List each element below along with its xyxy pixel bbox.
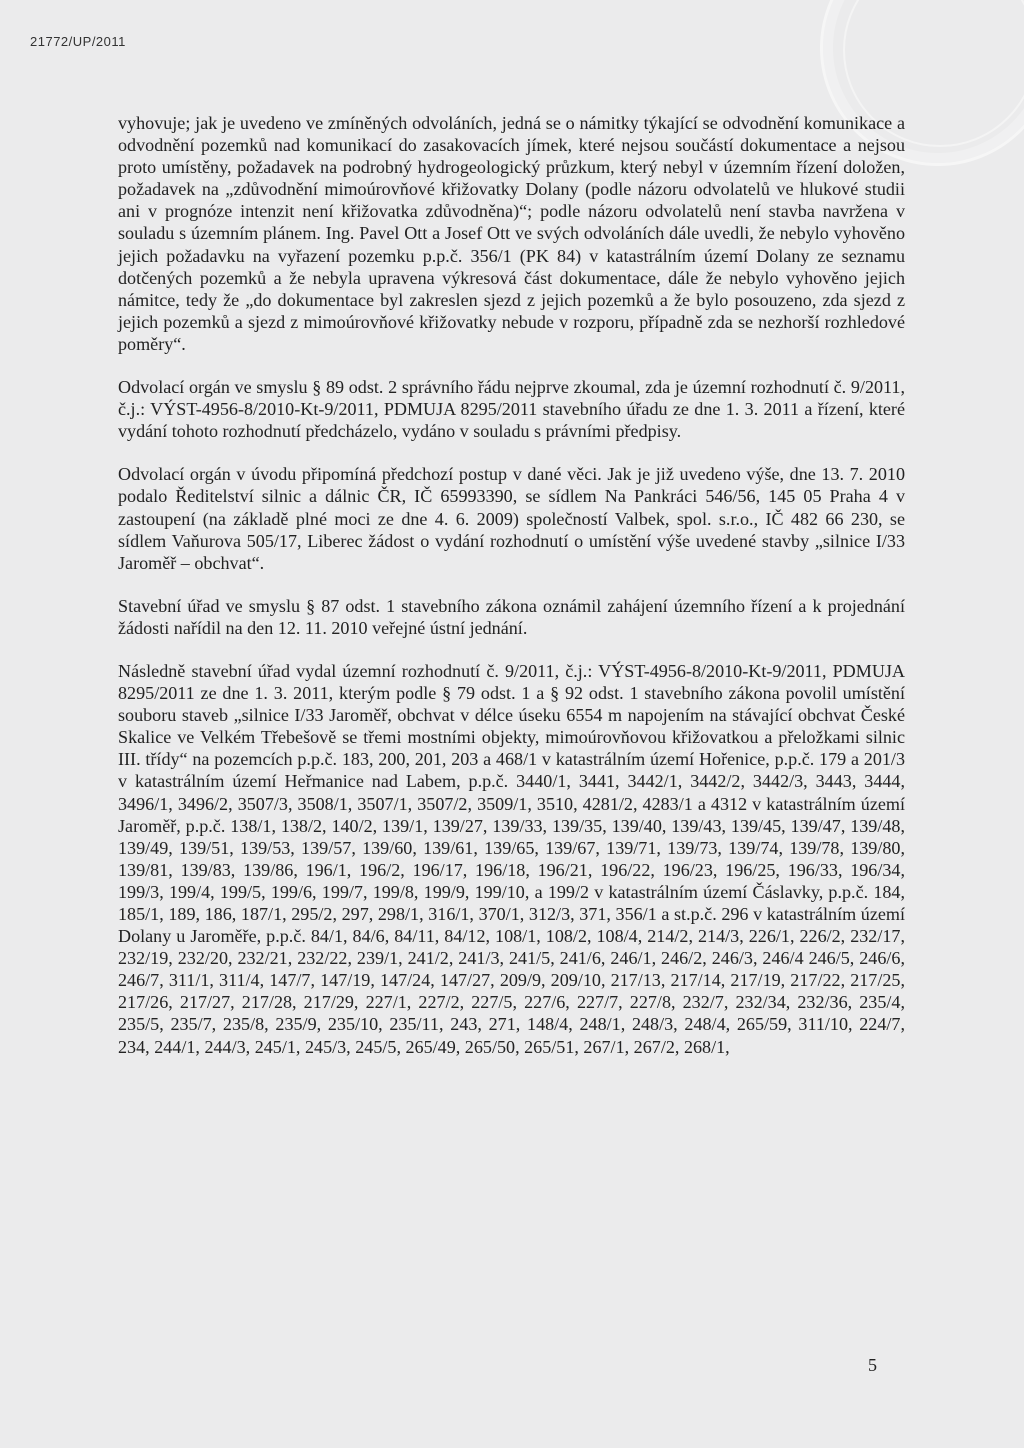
paragraph-appeal-objections: vyhovuje; jak je uvedeno ve zmíněných odvoláních, jedná se o námitky týkající se odvodnění komunikace a odvodnění pozemků nad komunikací do zasakovacích jímek, které nejsou součástí dokumentace a nejsou proto umístěny, požadavek na podrobný hydrogeologický průzkum, který nebyl v územním řízení doložen, požadavek na „zdůvodnění mimoúrovňové křižovatky Dolany (podle názoru odvolatelů ve hlukové studii ani v prognóze intenzit není křižovatka zdůvodněna)“; podle názoru odvolatelů není stavba navržena v souladu s územním plánem. Ing. Pavel Ott a Josef Ott ve svých odvoláních dále uvedli, že nebylo vyhověno jejich požadavku na vyřazení pozemku p.p.č. 356/1 (PK 84) v katastrálním území Dolany ze seznamu dotčených pozemků a že nebyla upravena výkresová část dokumentace, dále že nebylo vyhověno jejich námitce, tedy že „do dokumentace byl zakreslen sjezd z jejich pozemků a že bylo posouzeno, zda sjezd z jejich pozemků a sjezd z mimoúrovňové křižovatky nebude v rozporu, případně zda se nezhorší rozhledové poměry“. — [118, 113, 905, 354]
document-body — [118, 112, 905, 1079]
paragraph-procedure-history: Odvolací orgán v úvodu připomíná předchozí postup v dané věci. Jak je již uvedeno výše, dne 13. 7. 2010 podalo Ředitelství silnic a dálnic ČR, IČ 65993390, se sídlem Na Pankráci 546/56, 145 05 Praha 4 v zastoupení (na základě plné moci ze dne 4. 6. 2009) společností Valbek, spol. s.r.o., IČ 482 66 230, se sídlem Vaňurova 505/17, Liberec žádost o vydání rozhodnutí o umístění výše uvedené stavby „silnice I/33 Jaroměř – obchvat“. — [118, 464, 905, 573]
document-reference-number: 21772/UP/2011 — [30, 34, 126, 49]
page-number: 5 — [868, 1355, 877, 1375]
paragraph-proceedings-start: Stavební úřad ve smyslu § 87 odst. 1 stavebního zákona oznámil zahájení územního řízení a k projednání žádosti nařídil na den 12. 11. 2010 veřejné ústní jednání. — [118, 595, 905, 638]
paragraph-zoning-decision: Následně stavební úřad vydal územní rozhodnutí č. 9/2011, č.j.: VÝST-4956-8/2010-Kt-9/2011, PDMUJA 8295/2011 ze dne 1. 3. 2011, kterým podle § 79 odst. 1 a § 92 odst. 1 stavebního zákona povolil umístění souboru staveb „silnice I/33 Jaroměř, obchvat v délce úseku 6554 m napojením na stávající obchvat České Skalice ve Velkém Třebešově se třemi mostními objekty, mimoúrovňovou křižovatkou a přeložkami silnic III. třídy“ na pozemcích p.p.č. 183, 200, 201, 203 a 468/1 v katastrálním území Hořenice, p.p.č. 179 a 201/3 v katastrálním území Heřmanice nad Labem, p.p.č. 3440/1, 3441, 3442/1, 3442/2, 3442/3, 3443, 3444, 3496/1, 3496/2, 3507/3, 3508/1, 3507/1, 3507/2, 3509/1, 3510, 4281/2, 4283/1 a 4312 v katastrálním území Jaroměř, p.p.č. 138/1, 138/2, 140/2, 139/1, 139/27, 139/33, 139/35, 139/40, 139/43, 139/45, 139/47, 139/48, 139/49, 139/51, 139/53, 139/57, 139/60, 139/61, 139/65, 139/67, 139/71, 139/73, 139/74, 139/78, 139/80, 139/81, 139/83, 139/86, 196/1, 196/2, 196/17, 196/18, 196/21, 196/22, 196/23, 196/25, 196/33, 196/34, 199/3, 199/4, 199/5, 199/6, 199/7, 199/8, 199/9, 199/10, a 199/2 v katastrálním území Čáslavky, p.p.č. 184, 185/1, 189, 186, 187/1, 295/2, 297, 298/1, 316/1, 370/1, 312/3, 371, 356/1 a st.p.č. 296 v katastrálním území Dolany u Jaroměře, p.p.č. 84/1, 84/6, 84/11, 84/12, 108/1, 108/2, 108/4, 214/2, 214/3, 226/1, 226/2, 232/17, 232/19, 232/20, 232/21, 232/22, 239/1, 241/2, 241/3, 241/5, 241/6, 246/1, 246/2, 246/3, 246/4 246/5, 246/6, 246/7, 311/1, 311/4, 147/7, 147/19, 147/24, 147/27, 209/9, 209/10, 217/13, 217/14, 217/19, 217/22, 217/25, 217/26, 217/27, 217/28, 217/29, 227/1, 227/2, 227/5, 227/6, 227/7, 227/8, 232/7, 232/34, 232/36, 235/4, 235/5, 235/7, 235/8, 235/9, 235/10, 235/11, 243, 271, 148/4, 248/1, 248/3, 248/4, 265/59, 311/10, 224/7, 234, 244/1, 244/3, 245/1, 245/3, 245/5, 265/49, 265/50, 265/51, 267/1, 267/2, 268/1, — [118, 660, 905, 1057]
paragraph-appeal-review: Odvolací orgán ve smyslu § 89 odst. 2 správního řádu nejprve zkoumal, zda je územní rozhodnutí č. 9/2011, č.j.: VÝST-4956-8/2010-Kt-9/2011, PDMUJA 8295/2011 stavebního úřadu ze dne 1. 3. 2011 a řízení, které vydání tohoto rozhodnutí předcházelo, vydáno v souladu s právními předpisy. — [118, 377, 905, 442]
